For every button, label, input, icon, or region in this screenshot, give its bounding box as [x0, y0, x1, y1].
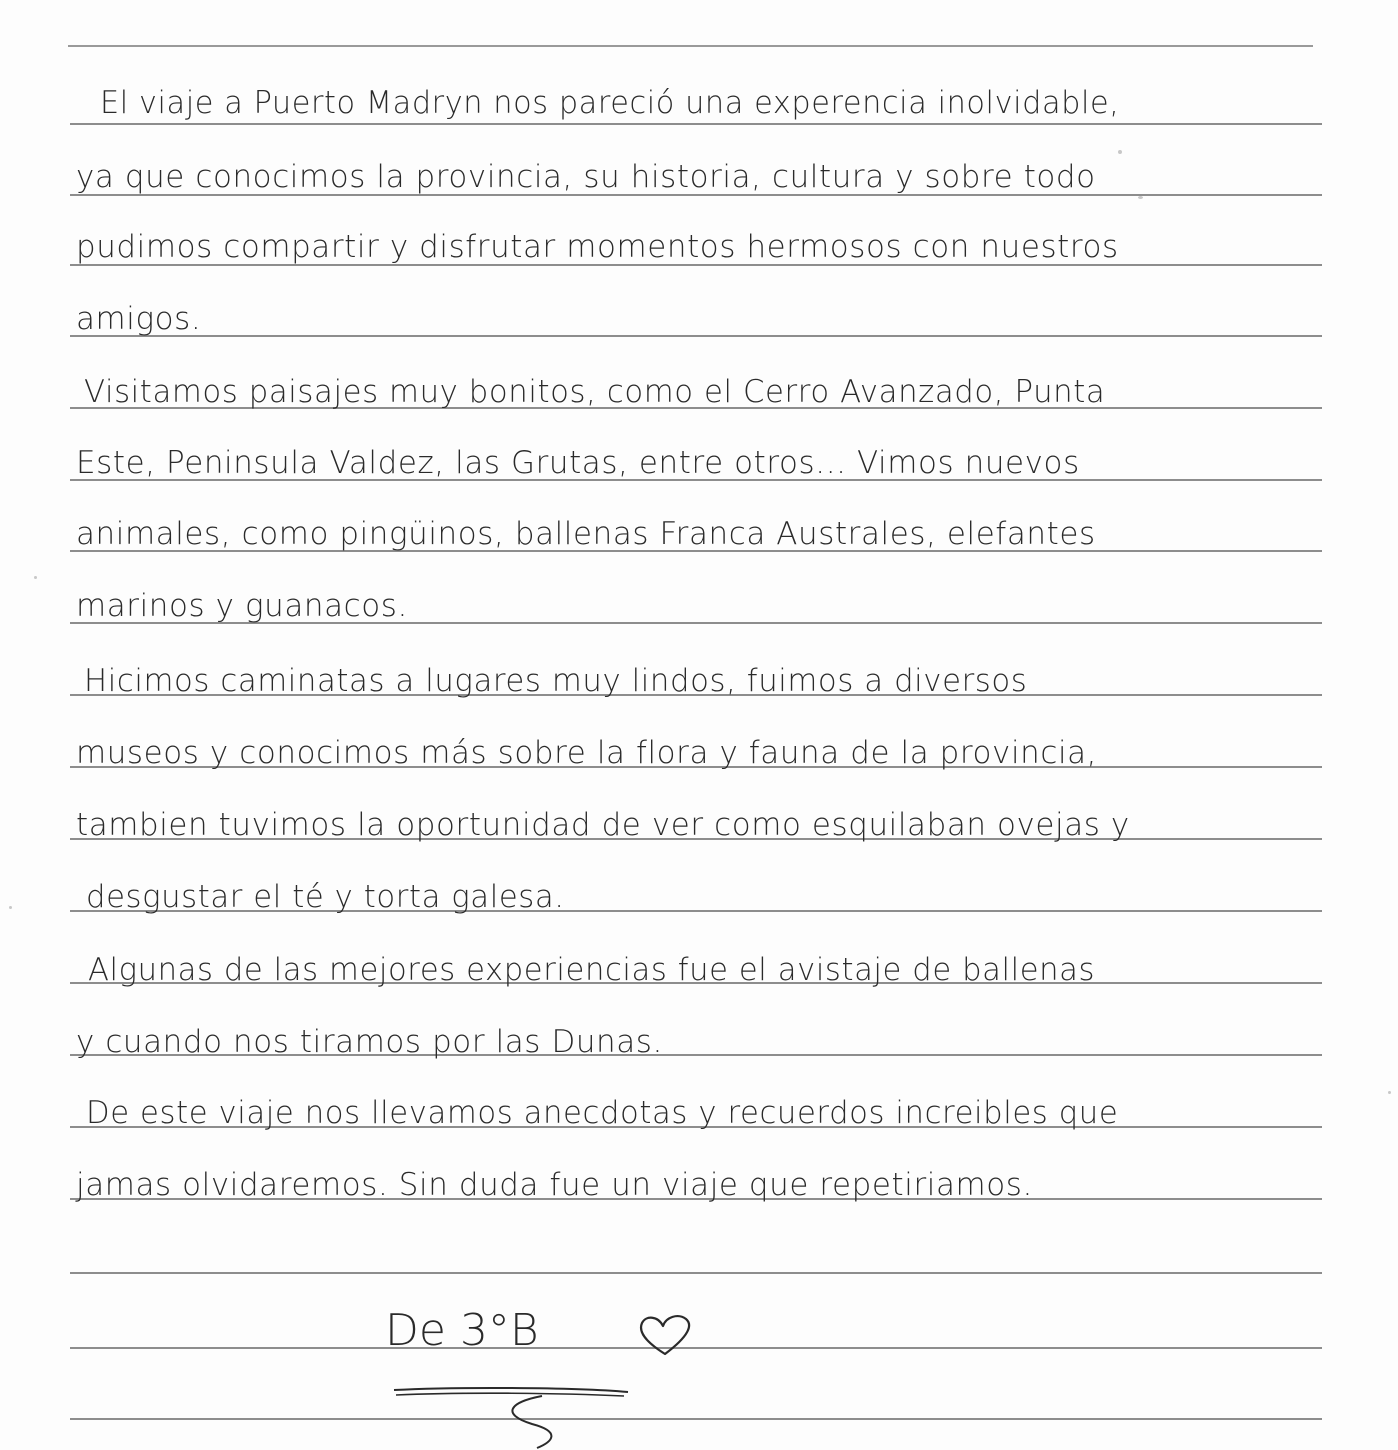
letter-line-1: El viaje a Puerto Madryn nos pareció una experencia inolvidable, — [100, 85, 1120, 121]
page-top-rule — [68, 45, 1313, 47]
flourish-icon — [392, 1384, 637, 1450]
letter-line-12: desgustar el té y torta galesa. — [86, 879, 565, 915]
letter-line-13: Algunas de las mejores experiencias fue el avistaje de ballenas — [88, 952, 1096, 988]
letter-line-2: ya que conocimos la provincia, su historia, cultura y sobre todo — [76, 159, 1096, 195]
ruled-line — [70, 1418, 1322, 1420]
ruled-line — [70, 1272, 1322, 1274]
letter-line-3: pudimos compartir y disfrutar momentos hermosos con nuestros — [76, 229, 1119, 265]
scan-speck — [1138, 196, 1143, 199]
ruled-line — [70, 1347, 1322, 1349]
letter-line-6: Este, Peninsula Valdez, las Grutas, entre otros... Vimos nuevos — [76, 445, 1080, 481]
scan-speck — [34, 576, 37, 579]
letter-line-15: De este viaje nos llevamos anecdotas y recuerdos increibles que — [86, 1095, 1119, 1131]
heart-icon — [636, 1314, 694, 1358]
letter-line-16: jamas olvidaremos. Sin duda fue un viaje que repetiriamos. — [76, 1167, 1033, 1203]
scan-speck — [1388, 1091, 1391, 1094]
letter-line-7: animales, como pingüinos, ballenas Franca Australes, elefantes — [76, 516, 1096, 552]
signature-class: De 3°B — [385, 1305, 539, 1356]
scan-speck — [1118, 150, 1122, 154]
letter-line-11: tambien tuvimos la oportunidad de ver como esquilaban ovejas y — [76, 807, 1130, 843]
scan-speck — [9, 906, 12, 909]
letter-line-4: amigos. — [76, 301, 202, 337]
letter-line-5: Visitamos paisajes muy bonitos, como el Cerro Avanzado, Punta — [84, 374, 1106, 410]
letter-line-14: y cuando nos tiramos por las Dunas. — [76, 1024, 663, 1060]
letter-line-8: marinos y guanacos. — [76, 588, 408, 624]
letter-line-9: Hicimos caminatas a lugares muy lindos, fuimos a diversos — [84, 663, 1028, 699]
letter-line-10: museos y conocimos más sobre la flora y fauna de la provincia, — [76, 735, 1098, 771]
